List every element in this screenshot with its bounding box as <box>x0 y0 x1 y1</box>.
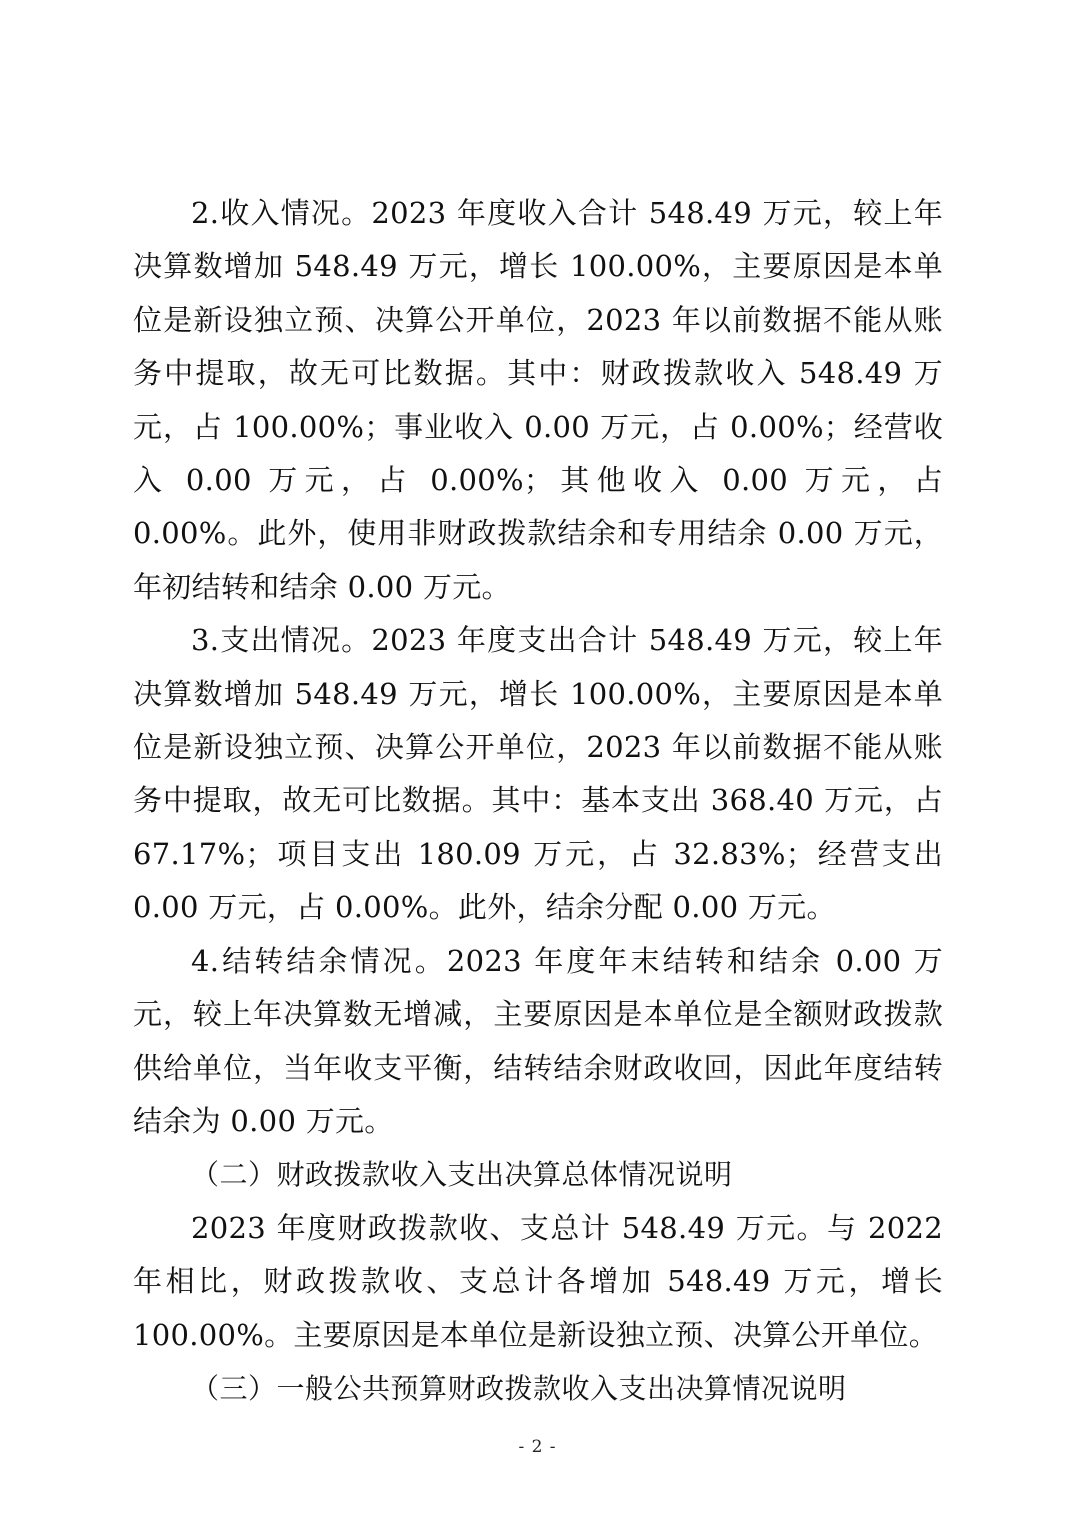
section-heading-fiscal-overall: （二）财政拨款收入支出决算总体情况说明 <box>191 1158 733 1192</box>
paragraph-income: 2.收入情况。2023 年度收入合计 548.49 万元，较上年决算数增加 548.49 万元，增长 100.00%，主要原因是本单位是新设独立预、决算公开单位，2023 年以前数据不能从账务中提取，故无可比数据。其中：财政拨款收入 548.49 万元，占 100.00%；事业收入 0.00 万元，占 0.00%；经营收入 0.00 万元，占 0.00%；其他收入 0.00 万元，占 0.00%。此外，使用非财政拨款结余和专用结余 0.00 万元，年初结转和结余 0.00 万元。 <box>133 196 943 604</box>
paragraph-expenditure: 3.支出情况。2023 年度支出合计 548.49 万元，较上年决算数增加 548.49 万元，增长 100.00%，主要原因是本单位是新设独立预、决算公开单位，2023 年以前数据不能从账务中提取，故无可比数据。其中：基本支出 368.40 万元，占 67.17%；项目支出 180.09 万元，占 32.83%；经营支出 0.00 万元，占 0.00%。此外，结余分配 0.00 万元。 <box>133 623 943 925</box>
page-number: - 2 - <box>518 1437 557 1457</box>
paragraph-fiscal-overall: 2023 年度财政拨款收、支总计 548.49 万元。与 2022 年相比，财政拨款收、支总计各增加 548.49 万元，增长 100.00%。主要原因是本单位是新设独立预、决算公开单位。 <box>133 1210 943 1352</box>
section-heading-general-budget: （三）一般公共预算财政拨款收入支出决算情况说明 <box>191 1371 847 1405</box>
document-body <box>133 187 943 1415</box>
paragraph-carryover: 4.结转结余情况。2023 年度年末结转和结余 0.00 万元，较上年决算数无增减，主要原因是本单位是全额财政拨款供给单位，当年收支平衡，结转结余财政收回，因此年度结转结余为 0.00 万元。 <box>133 943 943 1138</box>
